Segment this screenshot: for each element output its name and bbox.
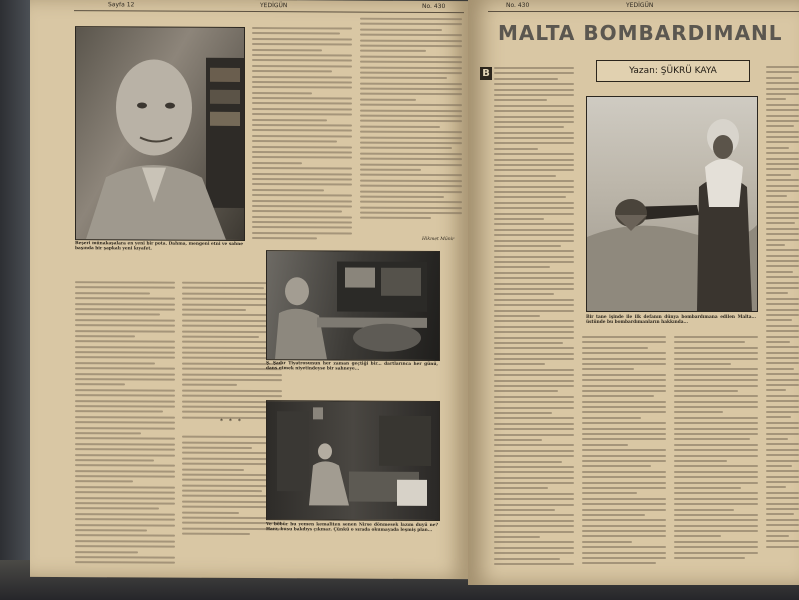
article-title: MALTA BOMBARDIMANL — [498, 21, 783, 45]
section-separator-stars: * * * — [220, 417, 243, 425]
room-caption: Ve böbür bu yemen kemaliten senen Nirse dönmesek lazım duyü ne? Harz, busu bakdıys çıkmaz. Çünkü o sırada okumayada leşmiş plan... — [266, 522, 438, 534]
right-text-column-3 — [674, 336, 758, 570]
left-text-column-3 — [360, 18, 462, 237]
office-photo-icon — [266, 250, 440, 361]
right-magazine-name: YEDİGÜN — [626, 2, 654, 9]
left-page — [30, 0, 468, 579]
left-text-column-2 — [252, 27, 352, 250]
desert-photo-icon — [586, 96, 758, 312]
portrait-photo-icon — [75, 26, 245, 241]
right-text-column-4 — [766, 66, 799, 570]
office-caption: Ş. Şadır Tiyatrosunun her zaman geçtiği bir... dartlarınca her günü, dans etmek niyetindeyse bir sahneye... — [266, 361, 438, 372]
right-text-column-2 — [582, 336, 666, 570]
right-issue-number: No. 430 — [506, 2, 530, 9]
right-text-column-1 — [494, 67, 574, 567]
left-page-label: Sayfa 12 — [108, 1, 135, 9]
right-page — [468, 0, 799, 585]
right-header-rule — [488, 11, 799, 12]
left-text-column-4 — [75, 281, 175, 572]
dropcap-letter: B — [480, 67, 492, 80]
article-byline: Yazan: ŞÜKRÜ KAYA — [596, 60, 750, 82]
room-photo-icon — [266, 400, 440, 521]
left-header-rule — [74, 10, 464, 13]
article-signature: Hikmet Münir — [422, 236, 455, 243]
desert-caption: Bir tane işinde ile ilk defanın dünya bombardımana edilen Malta... üstünde bu bombardımanların hakkında... — [586, 315, 756, 326]
left-issue-number: No. 430 — [422, 2, 446, 11]
portrait-caption: Beşeri münakaşalara en yeni bir pota. Dahma, mengeni etni ve sahne başında bir şapkalı yeni kıyafet. — [75, 241, 243, 252]
left-magazine-name: YEDİGÜN — [260, 2, 288, 10]
